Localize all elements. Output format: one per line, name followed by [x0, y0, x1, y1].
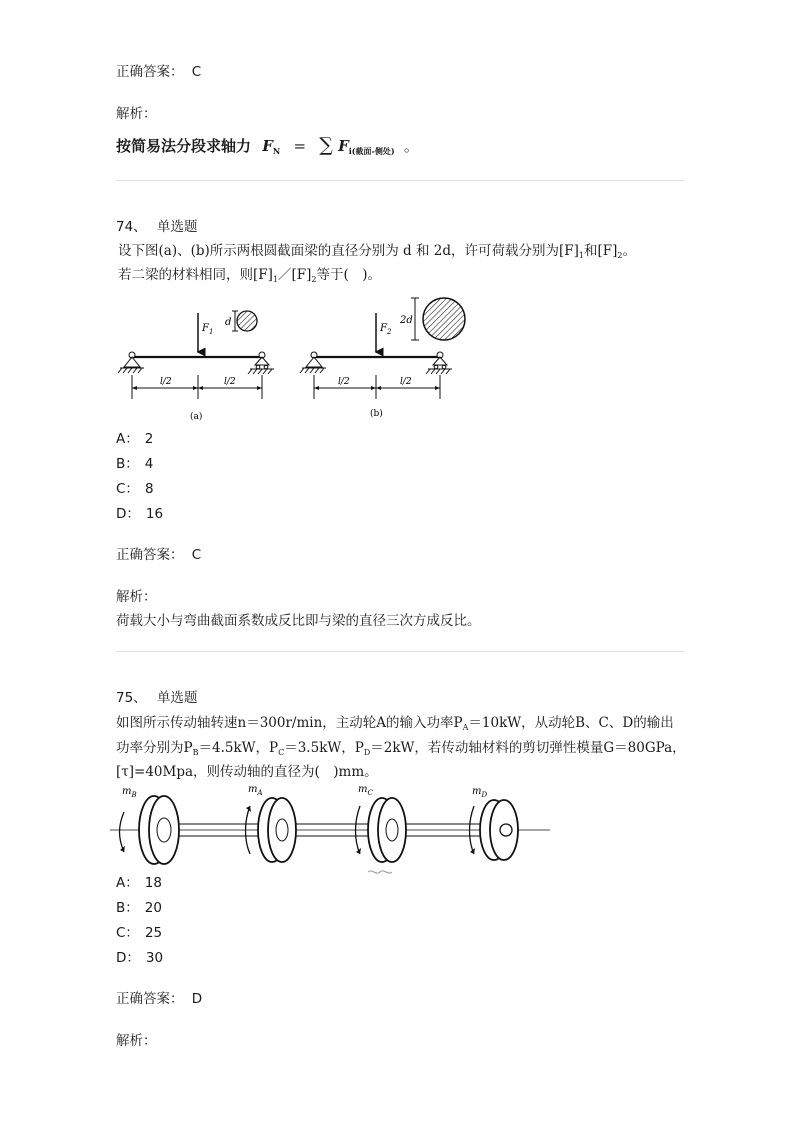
force-label: $F_2$	[380, 323, 392, 336]
option-text: 18	[144, 875, 162, 891]
moment-label: $m_D$	[472, 786, 488, 799]
formula-eq: =	[293, 137, 307, 155]
formula-rhs: F	[338, 137, 349, 155]
answer-label: 正确答案：	[116, 547, 184, 563]
q75-option-b[interactable]	[116, 899, 162, 917]
stem-text: ＝3.5kW，P	[284, 740, 364, 756]
stem-text: ＝4.5kW，P	[198, 740, 279, 756]
dim-label: 2d	[400, 315, 413, 326]
q74-stem-line1	[118, 242, 636, 265]
wheel-face	[490, 800, 518, 860]
formula-lhs: F	[262, 137, 273, 155]
prev-formula	[116, 134, 419, 157]
prev-answer	[116, 63, 201, 81]
section-circle-d	[237, 311, 257, 331]
q75-analysis-label: 解析：	[116, 1033, 157, 1049]
stem-text: 。	[622, 243, 636, 259]
option-text: 16	[145, 506, 164, 522]
half-span-label: l/2	[160, 377, 172, 387]
formula-rhs-sub: i(截面-侧处)	[348, 146, 395, 156]
q74-option-b[interactable]	[116, 455, 153, 473]
q75-stem-line3: [τ]=40Mpa，则传动轴的直径为( )mm。	[116, 764, 378, 780]
q74-answer	[116, 546, 201, 564]
option-label: B：	[116, 456, 139, 472]
wheel-a	[246, 784, 297, 862]
q74-option-a[interactable]	[116, 430, 153, 448]
answer-value: C	[191, 64, 202, 80]
stem-text: ／[F]	[278, 267, 312, 283]
q74-analysis-text: 荷载大小与弯曲截面系数成反比即与梁的直径三次方成反比。	[116, 613, 481, 629]
stem-sub: B	[192, 748, 199, 757]
wheel-face	[378, 798, 406, 862]
wheel-face	[268, 798, 296, 862]
q75-option-a[interactable]	[116, 874, 162, 892]
section-circle-2d	[423, 298, 465, 340]
q74-option-d[interactable]	[116, 505, 163, 523]
q75-shaft-figure	[110, 782, 560, 882]
q75-option-d[interactable]	[116, 949, 163, 967]
roller-icon	[264, 365, 268, 369]
stem-text: ＝10kW，从动轮B、C、D的输出	[468, 715, 674, 731]
stem-sub: 2	[617, 251, 623, 260]
stem-text: 如图所示传动轴转速n＝300r/min，主动轮A的输入功率P	[116, 715, 463, 731]
option-text: 8	[144, 481, 154, 497]
question-number: 74、	[116, 219, 147, 235]
q75-answer	[116, 990, 202, 1008]
caption-b: (b)	[370, 409, 383, 419]
moment-arrow	[120, 812, 125, 852]
question-number: 75、	[116, 690, 147, 706]
answer-value: D	[191, 991, 203, 1007]
roller-icon	[434, 365, 438, 369]
scan-mark	[368, 871, 392, 873]
q75-option-c[interactable]	[116, 924, 162, 942]
q74-beam-figure	[110, 295, 470, 430]
wheel-b	[120, 786, 180, 864]
stem-text: 功率分别为P	[116, 740, 193, 756]
option-label: C：	[116, 481, 139, 497]
formula-lhs-sub: N	[272, 146, 281, 156]
question-type: 单选题	[156, 690, 198, 706]
stem-sub: 1	[272, 275, 278, 284]
q75-stem-line2	[116, 739, 686, 762]
ground-hatch	[300, 368, 324, 373]
roller-icon	[256, 365, 260, 369]
wheel-c	[356, 784, 407, 862]
q74-stem-line2	[118, 266, 381, 289]
ground-hatch	[248, 369, 272, 374]
stem-text: ＝2kW，若传动轴材料的剪切弹性模量G＝80GPa，	[370, 740, 686, 756]
answer-value: C	[191, 547, 202, 563]
stem-sub: A	[462, 723, 469, 732]
divider	[116, 180, 684, 181]
option-text: 20	[144, 900, 162, 916]
option-label: B：	[116, 900, 139, 916]
stem-text: 等于( )。	[316, 267, 382, 283]
beam-a	[118, 311, 274, 422]
moment-label: $m_B$	[122, 786, 137, 799]
stem-text: 设下图(a)、(b)所示两根圆截面梁的直径分别为 d 和 2d，许可荷载分别为[F]	[118, 243, 579, 259]
ground-hatch	[118, 368, 142, 373]
q74-header	[116, 218, 197, 236]
q75-header	[116, 689, 197, 707]
question-type: 单选题	[156, 219, 198, 235]
caption-a: (a)	[190, 412, 203, 422]
divider	[116, 651, 684, 652]
option-label: C：	[116, 925, 139, 941]
option-text: 25	[144, 925, 163, 941]
stem-text: 和[F]	[584, 243, 618, 259]
formula-prefix: 按简易法分段求轴力	[116, 137, 252, 155]
wheel-d	[470, 786, 519, 860]
option-text: 4	[144, 456, 154, 472]
q74-option-c[interactable]	[116, 480, 154, 498]
beam-b	[300, 298, 465, 419]
stem-sub: 2	[311, 275, 317, 284]
option-label: A：	[116, 875, 139, 891]
q75-stem-line1	[116, 714, 674, 737]
prev-analysis-label: 解析：	[116, 106, 157, 122]
stem-sub: 1	[578, 251, 584, 260]
option-label: D：	[116, 506, 140, 522]
force-label: $F_1$	[202, 323, 214, 336]
option-label: D：	[116, 950, 140, 966]
half-span-label: l/2	[338, 377, 350, 387]
moment-label: $m_A$	[248, 784, 263, 797]
option-text: 30	[145, 950, 164, 966]
formula-sum: ∑	[319, 134, 333, 156]
ground-hatch	[426, 369, 450, 374]
stem-sub: D	[363, 748, 371, 757]
option-text: 2	[144, 431, 154, 447]
stem-text: 若二梁的材料相同，则[F]	[118, 267, 273, 283]
dim-label: d	[225, 317, 232, 328]
roller-icon	[442, 365, 446, 369]
answer-label: 正确答案：	[116, 991, 184, 1007]
q74-analysis-label: 解析：	[116, 589, 157, 605]
half-span-label: l/2	[400, 377, 412, 387]
option-label: A：	[116, 431, 139, 447]
formula-end: 。	[403, 137, 419, 155]
stem-sub: C	[278, 748, 285, 757]
wheel-face	[149, 796, 179, 864]
moment-label: $m_C$	[358, 784, 373, 797]
half-span-label: l/2	[224, 377, 236, 387]
answer-label: 正确答案：	[116, 64, 184, 80]
